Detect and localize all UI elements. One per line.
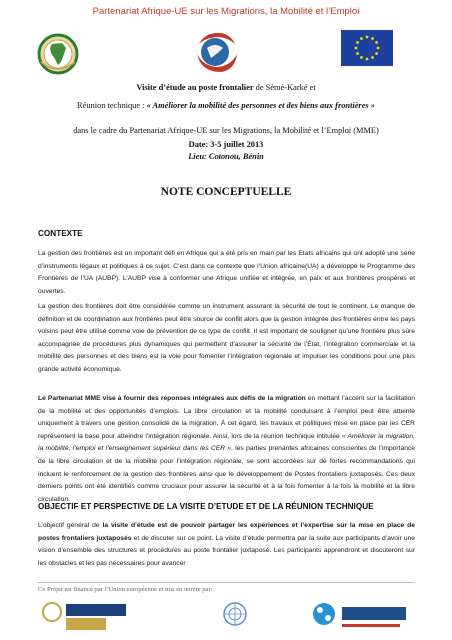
fiiapp-logo-icon: [310, 598, 415, 634]
paragraph-2: La gestion des frontières doit être considérée comme un instrument assurant la sécurité de tout le continent. Le manque de définition et de coordination aux frontières peut être source de conflit alors que la gestion intégrée des frontières entre les pays voisins peut être utilisé comme voie de prévention de ce type de conflit. Il est important de souligner qu’une frontière plus sûre accompagnée de procédures plus dynamiques qui permettent d’assurer la sécurité de l’État, l’intégration commerciale et la mobilité des personnes et des biens est la voie pour fomenter l’intégration régionale et impulser les conditions pour une plus grande activité économique.: [38, 303, 415, 373]
paragraph-4: L’objectif général de la visite d’étude est de pouvoir partager les expériences et l’expertise sur la mise en place de postes frontaliers juxtaposés et de discuter sur ce point. La visite d’étude permettra par la suite aux participants d’avoir une vision d’ensemble des structures et procédures au poste frontalier juxtaposé. Les participants apprendront et discuteront sur les obstacles et les pas nécessaires pour avancer: [38, 522, 415, 567]
mme-partnership-logo-icon: [191, 28, 241, 78]
meeting-place: Lieu: Cotonou, Bénin: [188, 152, 264, 161]
eu-flag-icon: [341, 30, 393, 66]
intro-line-2: Réunion technique : « Améliorer la mobilité des personnes et des biens aux frontières »: [77, 101, 375, 110]
icmpd-logo-icon: [38, 598, 148, 634]
footer-divider: [38, 582, 415, 583]
african-union-emblem-icon: [33, 32, 83, 76]
paragraph-1: La gestion des frontières est un important défi en Afrique qui a été pris en main par les Etats africains qui ont adopté une série d’instruments légaux et politiques à ce sujet. C’est dans ce contexte que l’Union africaine(UA) a développé le Programme des Frontières de l’UA (AUBP). L’AUBP vise à conformer une Afrique unifiée et intégrée, en paix et aux frontières prospères et ouvertes.: [38, 250, 415, 295]
section-heading-contexte: CONTEXTE: [38, 229, 83, 238]
footer-funding-note: Ce Projet est financé par l’Union européenne et mis en œuvre par:: [38, 586, 213, 593]
document-title: NOTE CONCEPTUELLE: [160, 186, 292, 198]
un-emblem-icon: [220, 600, 250, 630]
intro-line-1: Visite d’étude au poste frontalier de Sèmè-Karké et: [136, 83, 316, 92]
meeting-date: Date: 3-5 juillet 2013: [188, 140, 264, 149]
intro-line-3: dans le cadre du Partenariat Afrique-UE sur les Migrations, la Mobilité et l’Emploi (MME): [73, 126, 379, 135]
paragraph-3: Le Partenariat MME vise à fournir des réponses intégrales aux défis de la migration en mettant l’accent sur la facilitation de la mobilité et des opportunités d’emplois. La libre circulation et la mobilité conduisant à l’emploi peut être atteinte uniquement à travers une gestion consolidé de la migration. À cet égard, les travaux et politiques mise en place par les CER représentent la base pour atteindre l’intégration régionale. Ainsi, lors de la réunion technique intitulée « Améliorer la migration, la mobilité, l’emploi et l’enseignement supérieur dans les CER », les parties prenantes africaines conscientes de l’importance de la libre circulation et de la mobilité pour l’intégration régionale, se sont accordées sur de fortes recommandations qui incluent le renforcement de la gestion des frontières ainsi que le développement de Postes frontaliers juxtaposés. Ces deux derniers points ont été identifiés comme cruciaux pour assurer la sécurité et à la fois fomenter à la fois la mobilité et la libre circulation.: [38, 395, 415, 503]
page-header: [0, 0, 452, 26]
header-title: Partenariat Afrique-UE sur les Migrations, la Mobilité et l’Emploi: [92, 6, 360, 17]
section-heading-objectif: OBJECTIF ET PERSPECTIVE DE LA VISITE D’ETUDE ET DE LA RÉUNION TECHNIQUE: [38, 502, 374, 511]
